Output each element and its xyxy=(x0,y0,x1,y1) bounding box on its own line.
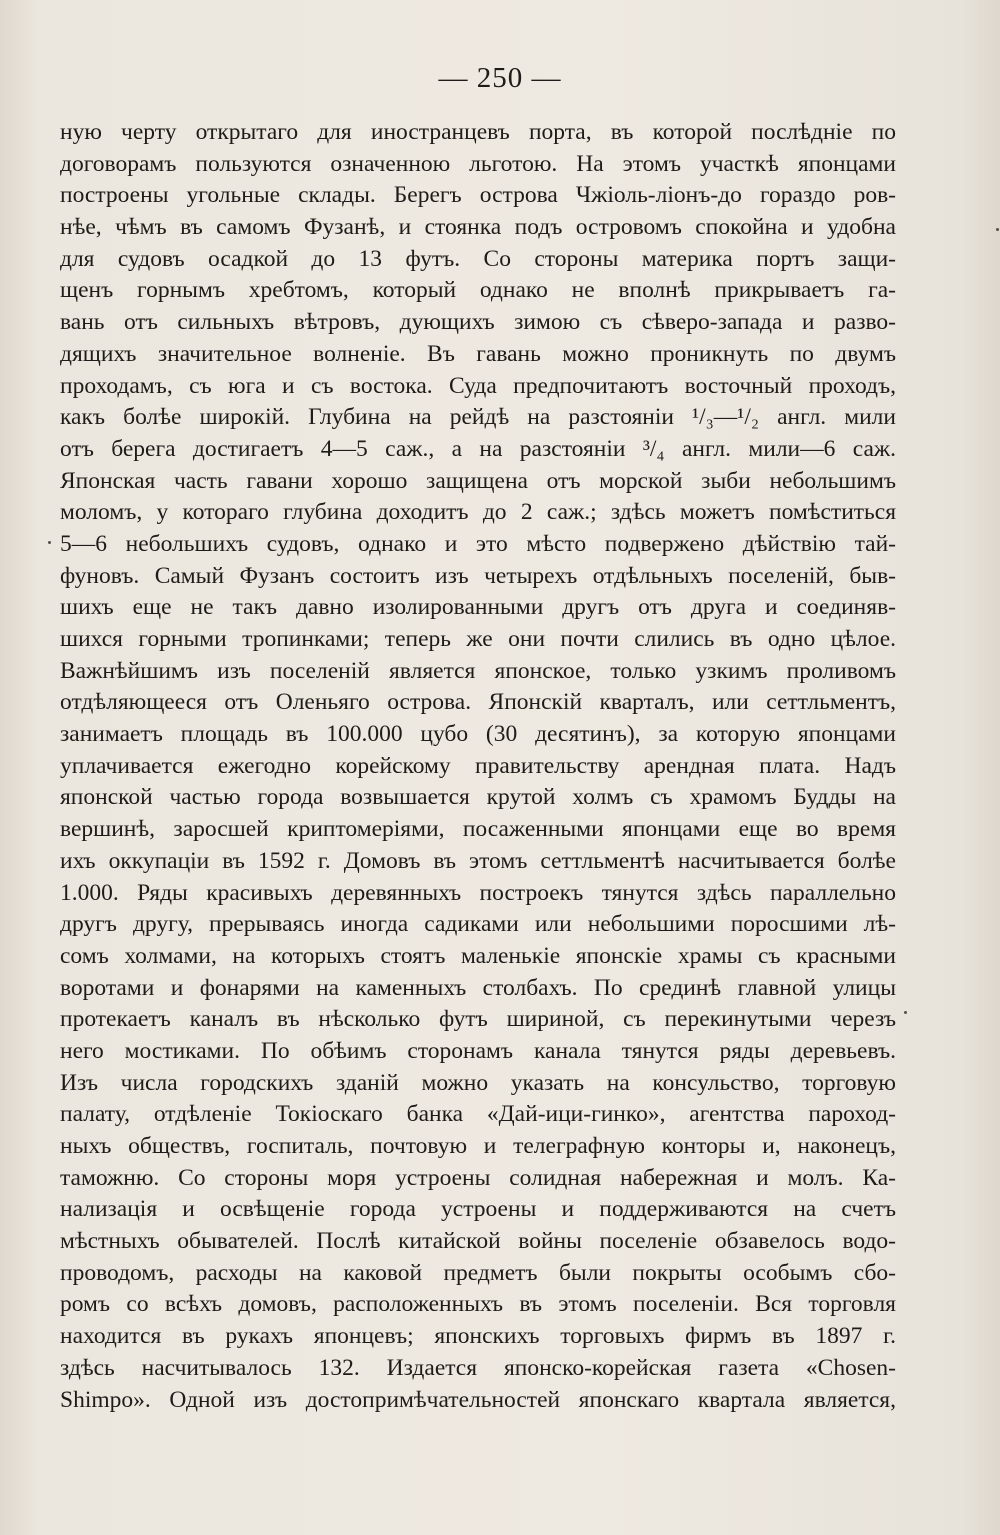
text-line: уплачивается ежегодно корейскому правительству арендная плата. Надъ xyxy=(60,752,896,779)
text-line: 1.000. Ряды красивыхъ деревянныхъ построекъ тянутся здѣсь параллельно xyxy=(60,879,896,906)
text-line: нализація и освѣщеніе города устроены и поддерживаются на счетъ xyxy=(60,1196,896,1223)
text-line: находится въ рукахъ японцевъ; японскихъ торговыхъ фирмъ въ 1897 г. xyxy=(60,1323,896,1350)
text-line: построены угольные склады. Берегъ острова Чжіоль-ліонъ-до гораздо ров- xyxy=(60,182,896,209)
print-speck xyxy=(48,541,51,544)
text-line: занимаетъ площадь въ 100.000 цубо (30 десятинъ), за которую японцами xyxy=(60,721,896,748)
text-line: проходамъ, съ юга и съ востока. Суда предпочитаютъ восточный проходъ, xyxy=(60,372,896,399)
text-line: ромъ со всѣхъ домовъ, расположенныхъ въ этомъ поселеніи. Вся торговля xyxy=(60,1291,896,1318)
print-speck xyxy=(996,228,999,231)
print-speck xyxy=(904,1011,907,1014)
text-line: вань отъ сильныхъ вѣтровъ, дующихъ зимою съ сѣверо-запада и разво- xyxy=(60,309,896,336)
page-number: — 250 — xyxy=(438,62,562,94)
text-line: здѣсь насчитывалось 132. Издается японско-корейская газета «Chosen- xyxy=(60,1354,896,1381)
text-line: шихъ еще не такъ давно изолированными другъ отъ друга и соединяв- xyxy=(60,594,896,621)
text-line: отдѣляющееся отъ Оленьяго острова. Японскій кварталъ, или сеттльментъ, xyxy=(60,689,896,716)
text-line: Shimpo». Одной изъ достопримѣчательностей японскаго квартала является, xyxy=(60,1386,896,1413)
text-line: ныхъ обществъ, госпиталь, почтовую и телеграфную конторы и, наконецъ, xyxy=(60,1133,896,1159)
text-line: Изъ числа городскихъ зданій можно указать на консульство, торговую xyxy=(60,1069,896,1096)
text-line: таможню. Со стороны моря устроены солидная набережная и молъ. Ка- xyxy=(60,1164,896,1191)
text-line: 5—6 небольшихъ судовъ, однако и это мѣсто подвержено дѣйствію тай- xyxy=(60,530,896,557)
text-line: Важнѣйшимъ изъ поселеній является японское, только узкимъ проливомъ xyxy=(60,657,896,684)
text-line: фуновъ. Самый Фузанъ состоитъ изъ четырехъ отдѣльныхъ поселеній, быв- xyxy=(60,562,896,589)
text-line: какъ болѣе широкій. Глубина на рейдѣ на разстояніи ¹/₃—¹/₂ англ. мили xyxy=(60,404,896,431)
text-line: него мостиками. По обѣимъ сторонамъ канала тянутся ряды деревьевъ. xyxy=(60,1037,896,1064)
text-line: Японская часть гавани хорошо защищена отъ морской зыби небольшимъ xyxy=(60,467,896,494)
text-line: ную черту открытаго для иностранцевъ порта, въ которой послѣдніе по xyxy=(60,119,896,145)
text-line: щенъ горнымъ хребтомъ, который однако не вполнѣ прикрываетъ га- xyxy=(60,277,896,304)
text-line: воротами и фонарями на каменныхъ столбахъ. По срединѣ главной улицы xyxy=(60,974,896,1001)
text-line: протекаетъ каналъ въ нѣсколько футъ шириной, съ перекинутыми черезъ xyxy=(60,1006,896,1033)
text-line: мѣстныхъ обывателей. Послѣ китайской войны поселеніе обзавелось водо- xyxy=(60,1228,896,1255)
text-line: договорамъ пользуются означенною льготою. На этомъ участкѣ японцами xyxy=(60,150,896,177)
text-body xyxy=(60,117,896,1416)
text-line: палату, отдѣленіе Токіоскаго банка «Дай-ици-гинко», агентства пароход- xyxy=(60,1101,896,1128)
text-line: шихся горными тропинками; теперь же они почти слились въ одно цѣлое. xyxy=(60,626,896,652)
text-line: проводомъ, расходы на каковой предметъ были покрыты особымъ сбо- xyxy=(60,1259,896,1286)
text-line: вершинѣ, заросшей криптомеріями, посаженными японцами еще во время xyxy=(60,816,896,843)
text-line: сомъ холмами, на которыхъ стоятъ маленькіе японскіе храмы съ красными xyxy=(60,942,896,969)
text-line: моломъ, у котораго глубина доходитъ до 2 саж.; здѣсь можетъ помѣститься xyxy=(60,499,896,526)
text-line: ихъ оккупаціи въ 1592 г. Домовъ въ этомъ сеттльментѣ насчитывается болѣе xyxy=(60,847,896,874)
text-line: другъ другу, прерываясь иногда садиками или небольшими поросшими лѣ- xyxy=(60,911,896,938)
text-line: японской частью города возвышается крутой холмъ съ храмомъ Будды на xyxy=(60,784,896,811)
text-line: дящихъ значительное волненіе. Въ гавань можно проникнуть по двумъ xyxy=(60,340,896,367)
text-line: нѣе, чѣмъ въ самомъ Фузанѣ, и стоянка подъ островомъ спокойна и удобна xyxy=(60,214,896,241)
text-line: отъ берега достигаетъ 4—5 саж., а на разстояніи ³/₄ англ. мили—6 саж. xyxy=(60,435,896,462)
text-line: для судовъ осадкой до 13 футъ. Со стороны материка портъ защи- xyxy=(60,245,896,272)
